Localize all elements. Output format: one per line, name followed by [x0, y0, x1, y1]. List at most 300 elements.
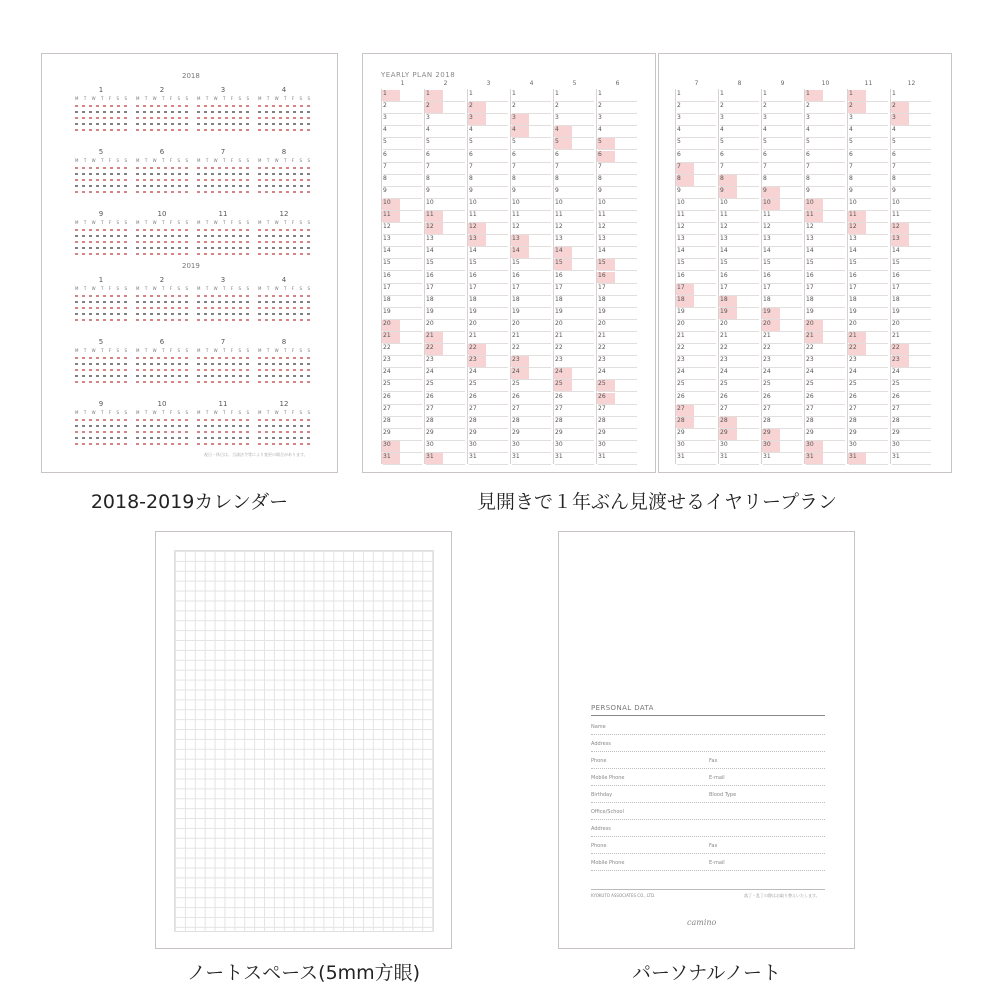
date-row: [75, 129, 127, 131]
weekday-label: T: [83, 96, 87, 101]
weekday-label: S: [124, 96, 127, 101]
date-row: [197, 185, 249, 187]
weekday-header: [136, 348, 188, 353]
weekday-label: W: [274, 220, 279, 225]
date-row: [136, 425, 188, 427]
yearly-plan-day: 26: [892, 393, 931, 405]
yearly-plan-day: 31: [469, 453, 508, 465]
yearly-plan-day: 13: [512, 235, 551, 247]
yearly-plan-day: 31: [598, 453, 637, 465]
yearly-plan-day: 17: [677, 284, 716, 296]
weekday-label: T: [223, 348, 226, 353]
month-calendar: [75, 400, 127, 452]
date-row: [75, 319, 127, 321]
date-row: [136, 443, 188, 445]
date-row: [136, 437, 188, 439]
yearly-plan-day: 28: [720, 417, 759, 429]
month-number: 7: [220, 148, 226, 156]
yearly-plan-day: 17: [892, 284, 931, 296]
date-row: [136, 129, 188, 131]
yearly-plan-day: 2: [426, 102, 465, 114]
weekday-label: S: [299, 348, 303, 353]
weekday-label: S: [185, 158, 188, 163]
yearly-plan-day: 4: [849, 126, 888, 138]
weekday-label: W: [213, 96, 218, 101]
yearly-plan-day: 19: [849, 308, 888, 320]
month-number: 11: [218, 210, 228, 218]
date-row: [75, 173, 127, 175]
month-number: 10: [157, 400, 167, 408]
yearly-plan-day: 7: [806, 163, 845, 175]
yearly-plan-day: 30: [598, 441, 637, 453]
yearly-plan-day: 1: [806, 90, 845, 102]
weekday-label: W: [213, 220, 218, 225]
weekday-label: W: [152, 286, 157, 291]
personal-field-line[interactable]: [591, 775, 825, 786]
date-row: [136, 235, 188, 237]
weekday-label: M: [75, 220, 79, 225]
weekday-label: W: [213, 286, 218, 291]
yearly-plan-day: 11: [426, 211, 465, 223]
yearly-plan-day: 1: [512, 90, 551, 102]
yearly-plan-day: 21: [849, 332, 888, 344]
date-row: [197, 117, 249, 119]
date-row: [136, 253, 188, 255]
date-row: [197, 129, 249, 131]
weekday-label: M: [258, 348, 262, 353]
date-row: [136, 313, 188, 315]
yearly-plan-day: 18: [720, 296, 759, 308]
weekday-label: S: [299, 410, 303, 415]
weekday-label: F: [169, 220, 173, 225]
weekday-label: M: [136, 286, 140, 291]
yearly-plan-day: 3: [426, 114, 465, 126]
yearly-plan-day: 13: [806, 235, 845, 247]
date-row: [75, 357, 127, 359]
yearly-plan-day: 3: [892, 114, 931, 126]
yearly-plan-day: 28: [806, 417, 845, 429]
yearly-plan-day: 4: [426, 126, 465, 138]
yearly-plan-day: 3: [806, 114, 845, 126]
date-row: [75, 419, 127, 421]
date-row: [258, 111, 310, 113]
month-calendar: [258, 210, 310, 262]
yearly-plan-day: 12: [763, 223, 802, 235]
weekday-label: T: [223, 158, 226, 163]
weekday-label: F: [291, 348, 295, 353]
weekday-label: F: [108, 348, 112, 353]
yearly-plan-day: 24: [849, 368, 888, 380]
date-row: [258, 229, 310, 231]
personal-field-line[interactable]: [591, 724, 825, 735]
yearly-plan-day: 10: [598, 199, 637, 211]
weekday-label: T: [83, 410, 87, 415]
date-row: [75, 191, 127, 193]
yearly-plan-day: 3: [512, 114, 551, 126]
yearly-plan-day: 29: [763, 429, 802, 441]
yearly-plan-day: 22: [598, 344, 637, 356]
yearly-plan-day: 8: [598, 175, 637, 187]
yearly-plan-day: 28: [469, 417, 508, 429]
yearly-plan-day: 17: [720, 284, 759, 296]
date-row: [136, 247, 188, 249]
yearly-plan-day: 15: [469, 259, 508, 271]
personal-field-line[interactable]: [591, 758, 825, 769]
yearly-plan-day: 5: [469, 138, 508, 150]
yearly-plan-day: 7: [598, 163, 637, 175]
yearly-plan-day: 1: [598, 90, 637, 102]
yearly-plan-day: 13: [598, 235, 637, 247]
date-row: [197, 167, 249, 169]
yearly-plan-day: 25: [892, 380, 931, 392]
yearly-plan-day: 2: [383, 102, 422, 114]
yearly-plan-day: 14: [555, 247, 594, 259]
yearly-plan-day: 8: [426, 175, 465, 187]
weekday-label: T: [162, 220, 165, 225]
date-row: [197, 307, 249, 309]
yearly-plan-day: 25: [555, 380, 594, 392]
yearly-plan-day: 6: [383, 151, 422, 163]
weekday-label: M: [136, 158, 140, 163]
yearly-plan-day: 6: [763, 151, 802, 163]
yearly-plan-day: 20: [598, 320, 637, 332]
yearly-plan-day: 11: [383, 211, 422, 223]
weekday-label: F: [108, 220, 112, 225]
yearly-plan-day: 30: [720, 441, 759, 453]
yearly-plan-day: 19: [426, 308, 465, 320]
month-calendar: [136, 86, 188, 138]
weekday-label: M: [197, 348, 201, 353]
yearly-plan-day: 14: [763, 247, 802, 259]
yearly-plan-day: 11: [677, 211, 716, 223]
yearly-plan-day: 9: [763, 187, 802, 199]
weekday-label: M: [75, 158, 79, 163]
date-row: [258, 381, 310, 383]
yearly-plan-day: 15: [426, 259, 465, 271]
yearly-plan-day: 8: [469, 175, 508, 187]
yearly-plan-day: 20: [720, 320, 759, 332]
weekday-label: M: [197, 96, 201, 101]
weekday-label: T: [101, 158, 104, 163]
month-calendar: [136, 210, 188, 262]
yearly-plan-month-column: [718, 89, 719, 464]
yearly-plan-day: 26: [677, 393, 716, 405]
yearly-plan-day: 15: [720, 259, 759, 271]
yearly-plan-day: 4: [720, 126, 759, 138]
yearly-plan-day: 25: [512, 380, 551, 392]
yearly-plan-month-column: [467, 89, 468, 464]
yearly-plan-day: 8: [677, 175, 716, 187]
weekday-label: T: [162, 348, 165, 353]
yearly-plan-day: 2: [677, 102, 716, 114]
yearly-plan-day: 10: [677, 199, 716, 211]
weekday-header: [75, 410, 127, 415]
yearly-plan-month-header: 4: [529, 80, 534, 87]
yearly-plan-day: 19: [892, 308, 931, 320]
yearly-plan-month-column: [890, 89, 891, 464]
yearly-plan-day: 21: [720, 332, 759, 344]
yearly-plan-day: 9: [892, 187, 931, 199]
weekday-label: S: [238, 286, 242, 291]
yearly-plan-day: 19: [469, 308, 508, 320]
yearly-plan-day: 10: [892, 199, 931, 211]
weekday-label: W: [213, 410, 218, 415]
calendar-year-2019: 2019: [182, 262, 200, 270]
yearly-plan-day: 31: [849, 453, 888, 465]
date-row: [136, 229, 188, 231]
yearly-plan-day: 4: [512, 126, 551, 138]
date-row: [136, 185, 188, 187]
weekday-label: T: [144, 286, 148, 291]
yearly-plan-day: 22: [469, 344, 508, 356]
personal-field-line[interactable]: [591, 843, 825, 854]
weekday-label: F: [108, 158, 112, 163]
date-row: [197, 357, 249, 359]
yearly-plan-day: 15: [892, 259, 931, 271]
yearly-plan-day: 2: [598, 102, 637, 114]
date-row: [197, 419, 249, 421]
date-row: [136, 179, 188, 181]
yearly-plan-day: 14: [892, 247, 931, 259]
yearly-plan-day: 12: [598, 223, 637, 235]
date-row: [258, 443, 310, 445]
yearly-plan-day: 29: [892, 429, 931, 441]
weekday-header: [258, 410, 310, 415]
yearly-plan-day: 23: [763, 356, 802, 368]
yearly-plan-day: 31: [512, 453, 551, 465]
yearly-plan-day: 30: [426, 441, 465, 453]
weekday-label: T: [284, 410, 287, 415]
date-row: [75, 123, 127, 125]
yearly-plan-day: 12: [892, 223, 931, 235]
yearly-plan-day: 3: [555, 114, 594, 126]
yearly-plan-month-column: [381, 89, 382, 464]
weekday-label: F: [108, 410, 112, 415]
date-row: [136, 167, 188, 169]
yearly-plan-day: 6: [677, 151, 716, 163]
date-row: [197, 191, 249, 193]
caption-yearly-plan: 見開きで１年ぶん見渡せるイヤリープラン: [476, 491, 838, 513]
personal-field-line[interactable]: [591, 741, 825, 752]
weekday-label: W: [274, 96, 279, 101]
yearly-plan-day: 18: [763, 296, 802, 308]
weekday-label: S: [307, 348, 310, 353]
month-number: 9: [98, 210, 104, 218]
yearly-plan-day: 29: [469, 429, 508, 441]
personal-field-label-right: Blood Type: [709, 792, 737, 798]
weekday-header: [75, 158, 127, 163]
date-row: [75, 247, 127, 249]
yearly-plan-month-column: [424, 89, 425, 464]
yearly-plan-day: 22: [849, 344, 888, 356]
yearly-plan-day: 18: [512, 296, 551, 308]
date-row: [75, 443, 127, 445]
yearly-plan-day: 5: [426, 138, 465, 150]
month-number: 2: [159, 86, 165, 94]
date-row: [75, 105, 127, 107]
yearly-plan-month-header: 8: [737, 80, 742, 87]
date-row: [75, 381, 127, 383]
month-calendar: [75, 338, 127, 390]
weekday-label: S: [299, 286, 303, 291]
yearly-plan-day: 14: [849, 247, 888, 259]
yearly-plan-day: 14: [598, 247, 637, 259]
weekday-label: T: [284, 96, 287, 101]
weekday-label: T: [223, 220, 226, 225]
yearly-plan-day: 3: [849, 114, 888, 126]
yearly-plan-day: 18: [806, 296, 845, 308]
date-row: [258, 313, 310, 315]
date-row: [75, 235, 127, 237]
personal-field-line[interactable]: [591, 792, 825, 803]
personal-field-line[interactable]: [591, 826, 825, 837]
yearly-plan-day: 14: [469, 247, 508, 259]
yearly-plan-day: 21: [598, 332, 637, 344]
personal-data-title-rule: [591, 715, 825, 716]
yearly-plan-day: 3: [598, 114, 637, 126]
yearly-plan-day: 6: [555, 151, 594, 163]
month-number: 11: [218, 400, 228, 408]
camino-logo: camino: [687, 918, 717, 927]
month-calendar: [136, 400, 188, 452]
yearly-plan-day: 6: [892, 151, 931, 163]
weekday-label: T: [266, 410, 270, 415]
month-number: 3: [220, 86, 226, 94]
personal-field-line[interactable]: [591, 860, 825, 871]
weekday-label: T: [284, 348, 287, 353]
yearly-plan-day: 12: [806, 223, 845, 235]
weekday-label: W: [91, 410, 96, 415]
month-number: 4: [281, 86, 287, 94]
weekday-label: S: [185, 96, 188, 101]
date-row: [75, 241, 127, 243]
yearly-plan-day: 30: [806, 441, 845, 453]
yearly-plan-day: 12: [677, 223, 716, 235]
date-row: [197, 253, 249, 255]
date-row: [258, 431, 310, 433]
weekday-label: F: [108, 286, 112, 291]
yearly-plan-day: 23: [598, 356, 637, 368]
date-row: [197, 431, 249, 433]
date-row: [136, 357, 188, 359]
yearly-plan-day: 11: [806, 211, 845, 223]
date-row: [258, 369, 310, 371]
month-number: 8: [281, 148, 287, 156]
yearly-plan-day: 1: [720, 90, 759, 102]
weekday-label: S: [307, 96, 310, 101]
weekday-label: M: [75, 96, 79, 101]
yearly-plan-day: 16: [469, 272, 508, 284]
date-row: [258, 117, 310, 119]
yearly-plan-day: 5: [892, 138, 931, 150]
yearly-plan-day: 23: [677, 356, 716, 368]
yearly-plan-day: 20: [469, 320, 508, 332]
date-row: [75, 185, 127, 187]
weekday-label: S: [124, 158, 127, 163]
month-calendar: [197, 276, 249, 328]
date-row: [197, 123, 249, 125]
personal-field-label-right: E-mail: [709, 860, 725, 866]
yearly-plan-day: 4: [469, 126, 508, 138]
weekday-label: S: [299, 220, 303, 225]
yearly-plan-day: 5: [512, 138, 551, 150]
month-calendar: [258, 86, 310, 138]
yearly-plan-month-column: [847, 89, 848, 464]
date-row: [136, 117, 188, 119]
yearly-plan-day: 4: [892, 126, 931, 138]
weekday-header: [75, 348, 127, 353]
personal-field-line[interactable]: [591, 809, 825, 820]
weekday-label: F: [291, 158, 295, 163]
weekday-label: W: [152, 158, 157, 163]
yearly-plan-day: 12: [383, 223, 422, 235]
personal-field-label: Phone: [591, 843, 607, 849]
yearly-plan-day: 11: [598, 211, 637, 223]
date-row: [136, 363, 188, 365]
yearly-plan-day: 29: [383, 429, 422, 441]
date-row: [197, 437, 249, 439]
yearly-plan-month-column: [510, 89, 511, 464]
yearly-plan-day: 15: [806, 259, 845, 271]
yearly-plan-day: 2: [555, 102, 594, 114]
yearly-plan-day: 26: [720, 393, 759, 405]
yearly-plan-day: 26: [806, 393, 845, 405]
yearly-plan-day: 16: [512, 272, 551, 284]
weekday-label: S: [177, 158, 181, 163]
yearly-plan-day: 31: [677, 453, 716, 465]
yearly-plan-day: 24: [512, 368, 551, 380]
weekday-label: T: [162, 158, 165, 163]
weekday-header: [136, 96, 188, 101]
yearly-plan-day: 22: [677, 344, 716, 356]
weekday-label: S: [238, 410, 242, 415]
weekday-label: T: [205, 220, 209, 225]
weekday-label: W: [91, 220, 96, 225]
date-row: [258, 179, 310, 181]
weekday-label: S: [124, 410, 127, 415]
yearly-plan-day: 25: [469, 380, 508, 392]
yearly-plan-day: 11: [763, 211, 802, 223]
weekday-label: T: [205, 348, 209, 353]
yearly-plan-day: 9: [598, 187, 637, 199]
date-row: [197, 111, 249, 113]
date-row: [258, 437, 310, 439]
yearly-plan-day: 19: [598, 308, 637, 320]
yearly-plan-day: 22: [426, 344, 465, 356]
yearly-plan-day: 4: [555, 126, 594, 138]
yearly-plan-day: 31: [892, 453, 931, 465]
yearly-plan-day: 20: [677, 320, 716, 332]
date-row: [136, 173, 188, 175]
yearly-plan-day: 25: [720, 380, 759, 392]
date-row: [75, 375, 127, 377]
yearly-plan-day: 3: [469, 114, 508, 126]
yearly-plan-day: 8: [892, 175, 931, 187]
date-row: [258, 167, 310, 169]
date-row: [197, 425, 249, 427]
yearly-plan-day: 6: [806, 151, 845, 163]
yearly-plan-day: 10: [426, 199, 465, 211]
date-row: [258, 419, 310, 421]
month-number: 6: [159, 148, 165, 156]
weekday-label: S: [307, 220, 310, 225]
yearly-plan-day: 6: [469, 151, 508, 163]
date-row: [258, 363, 310, 365]
calendar-page: [41, 53, 338, 473]
yearly-plan-day: 5: [806, 138, 845, 150]
date-row: [258, 191, 310, 193]
yearly-plan-day: 8: [555, 175, 594, 187]
